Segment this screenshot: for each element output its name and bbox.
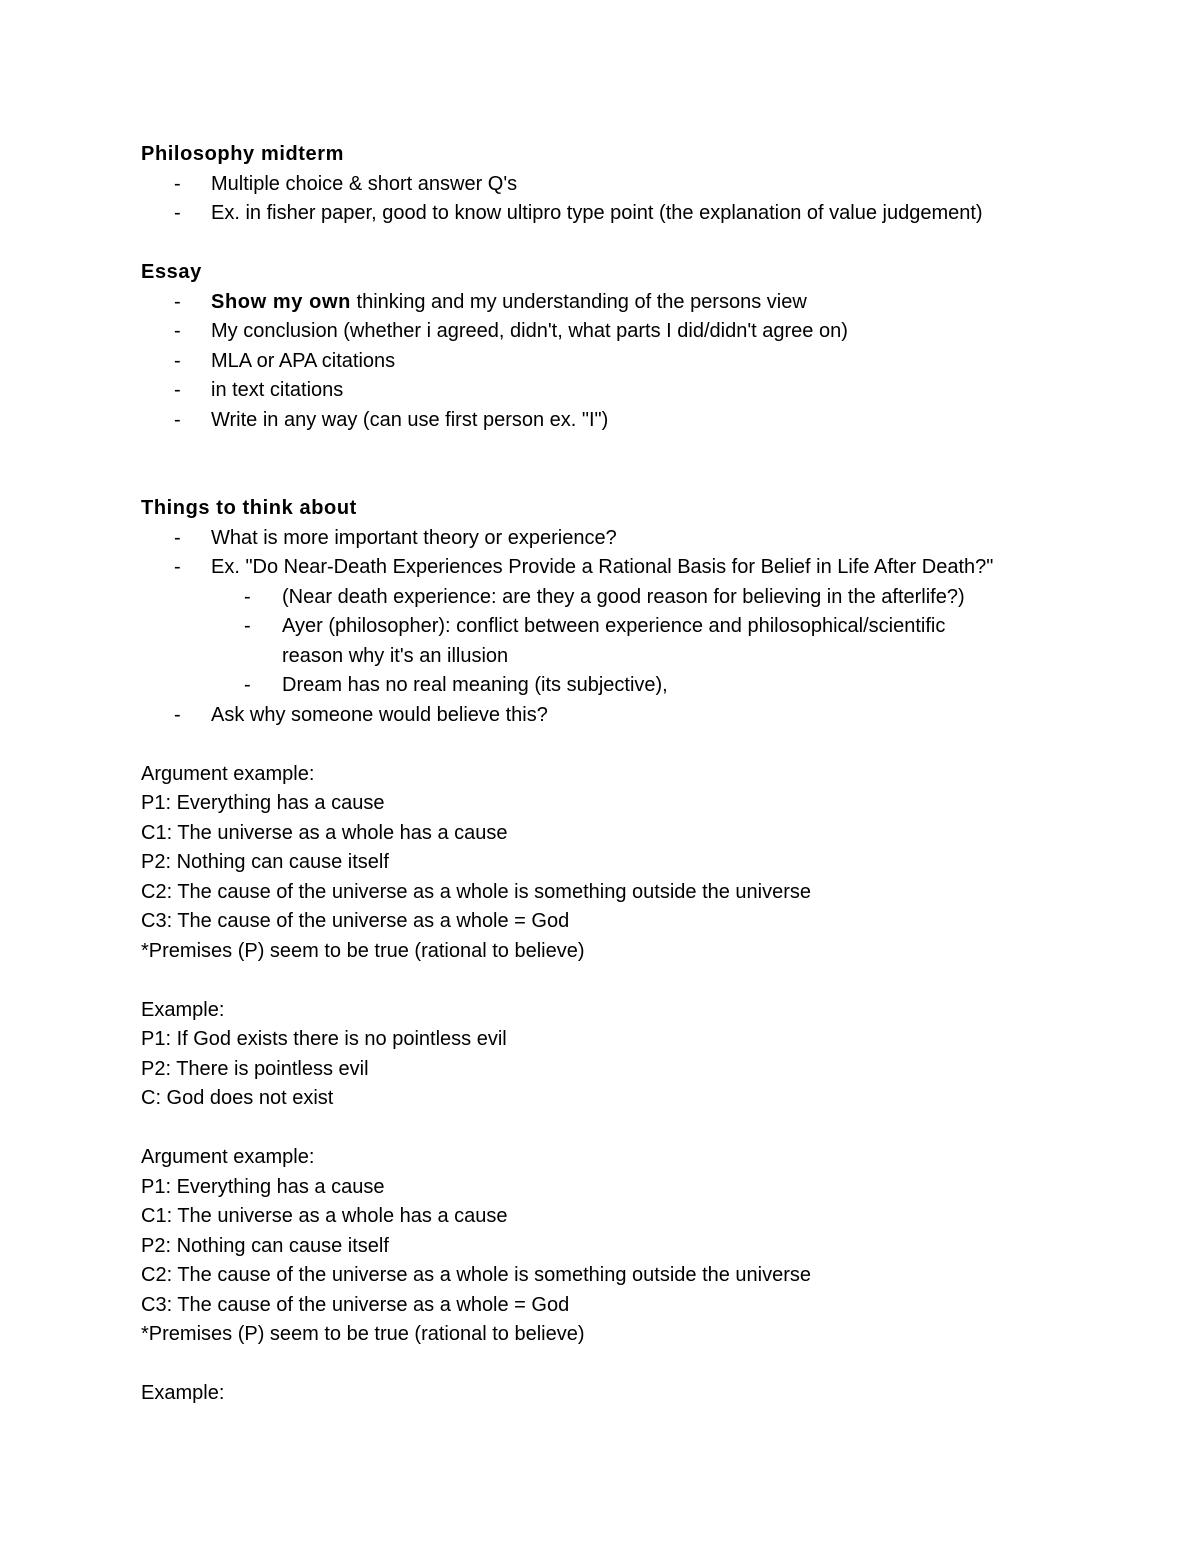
bullet-text: Ayer (philosopher): conflict between experience and philosophical/scientific reason why it's an illusion (282, 615, 946, 667)
think-subbullet-2 (141, 612, 1002, 671)
argument-line: C2: The cause of the universe as a whole is something outside the universe (141, 1264, 812, 1286)
argument-line: C3: The cause of the universe as a whole = God (141, 1293, 570, 1316)
think-bullet-3 (141, 701, 1101, 731)
bullet-bold-text: Show my own (211, 290, 351, 313)
argument-line: C1: The universe as a whole has a cause (141, 821, 508, 844)
argument-line: P1: Everything has a cause (141, 792, 385, 814)
bullet-text: Ex. in fisher paper, good to know ultipro type point (the explanation of value judgement) (211, 202, 983, 224)
argument-line: C3: The cause of the universe as a whole = God (141, 910, 570, 932)
example-line: C: God does not exist (141, 1087, 334, 1109)
argument-label: Argument example: (141, 762, 315, 785)
bullet-text: MLA or APA citations (211, 349, 396, 372)
bullet-dash: - (174, 526, 181, 549)
think-bullet-1 (141, 524, 1101, 554)
essay-bullet-3 (141, 347, 1101, 377)
argument-line: C2: The cause of the universe as a whole is something outside the universe (141, 880, 812, 903)
think-subbullet-1 (141, 583, 1101, 613)
bullet-text: Write in any way (can use first person ex. "I") (211, 408, 609, 431)
bullet-text: Ex. "Do Near-Death Experiences Provide a Rational Basis for Belief in Life After Death?" (211, 556, 994, 578)
bullet-dash: - (174, 202, 181, 224)
think-subbullet-3 (141, 671, 1101, 701)
bullet-text: thinking and my understanding of the persons view (350, 290, 807, 313)
essay-bullet-2 (141, 317, 1101, 347)
example-label: Example: (141, 998, 225, 1021)
argument-line: C1: The universe as a whole has a cause (141, 1205, 508, 1227)
bullet-text: What is more important theory or experience? (211, 526, 617, 549)
midterm-bullet-2 (141, 199, 1101, 229)
argument-line: *Premises (P) seem to be true (rational to believe) (141, 1323, 585, 1345)
example-line: P1: If God exists there is no pointless evil (141, 1028, 507, 1050)
bullet-text: Ask why someone would believe this? (211, 703, 548, 726)
bullet-text: in text citations (211, 379, 344, 401)
bullet-dash: - (174, 349, 181, 372)
essay-bullet-5 (141, 406, 1101, 436)
argument-line: *Premises (P) seem to be true (rational to believe) (141, 939, 585, 962)
bullet-dash: - (174, 703, 181, 726)
bullet-text: Multiple choice & short answer Q's (211, 172, 518, 195)
argument-line: P1: Everything has a cause (141, 1175, 385, 1198)
essay-bullet-4 (141, 376, 1101, 406)
bullet-dash: - (174, 172, 181, 195)
bullet-dash: - (174, 290, 181, 313)
bullet-dash: - (244, 585, 251, 608)
essay-bullet-1 (141, 288, 1101, 318)
bullet-text: My conclusion (whether i agreed, didn't, what parts I did/didn't agree on) (211, 320, 848, 342)
think-heading: Things to think about (141, 497, 357, 519)
example-label: Example: (141, 1382, 225, 1404)
argument-label: Argument example: (141, 1146, 315, 1168)
bullet-dash: - (174, 320, 181, 342)
bullet-text: Dream has no real meaning (its subjective), (282, 674, 668, 696)
argument-line: P2: Nothing can cause itself (141, 851, 389, 873)
midterm-bullet-1 (141, 170, 1101, 200)
bullet-dash: - (244, 674, 251, 696)
essay-heading: Essay (141, 261, 202, 283)
bullet-dash: - (174, 556, 181, 578)
midterm-heading: Philosophy midterm (141, 143, 345, 165)
bullet-text: (Near death experience: are they a good reason for believing in the afterlife?) (282, 585, 965, 608)
think-bullet-2 (141, 553, 1101, 583)
example-line: P2: There is pointless evil (141, 1057, 369, 1080)
bullet-dash: - (244, 615, 251, 637)
bullet-dash: - (174, 379, 181, 401)
argument-line: P2: Nothing can cause itself (141, 1234, 389, 1257)
bullet-dash: - (174, 408, 181, 431)
document-body (141, 140, 1101, 1409)
